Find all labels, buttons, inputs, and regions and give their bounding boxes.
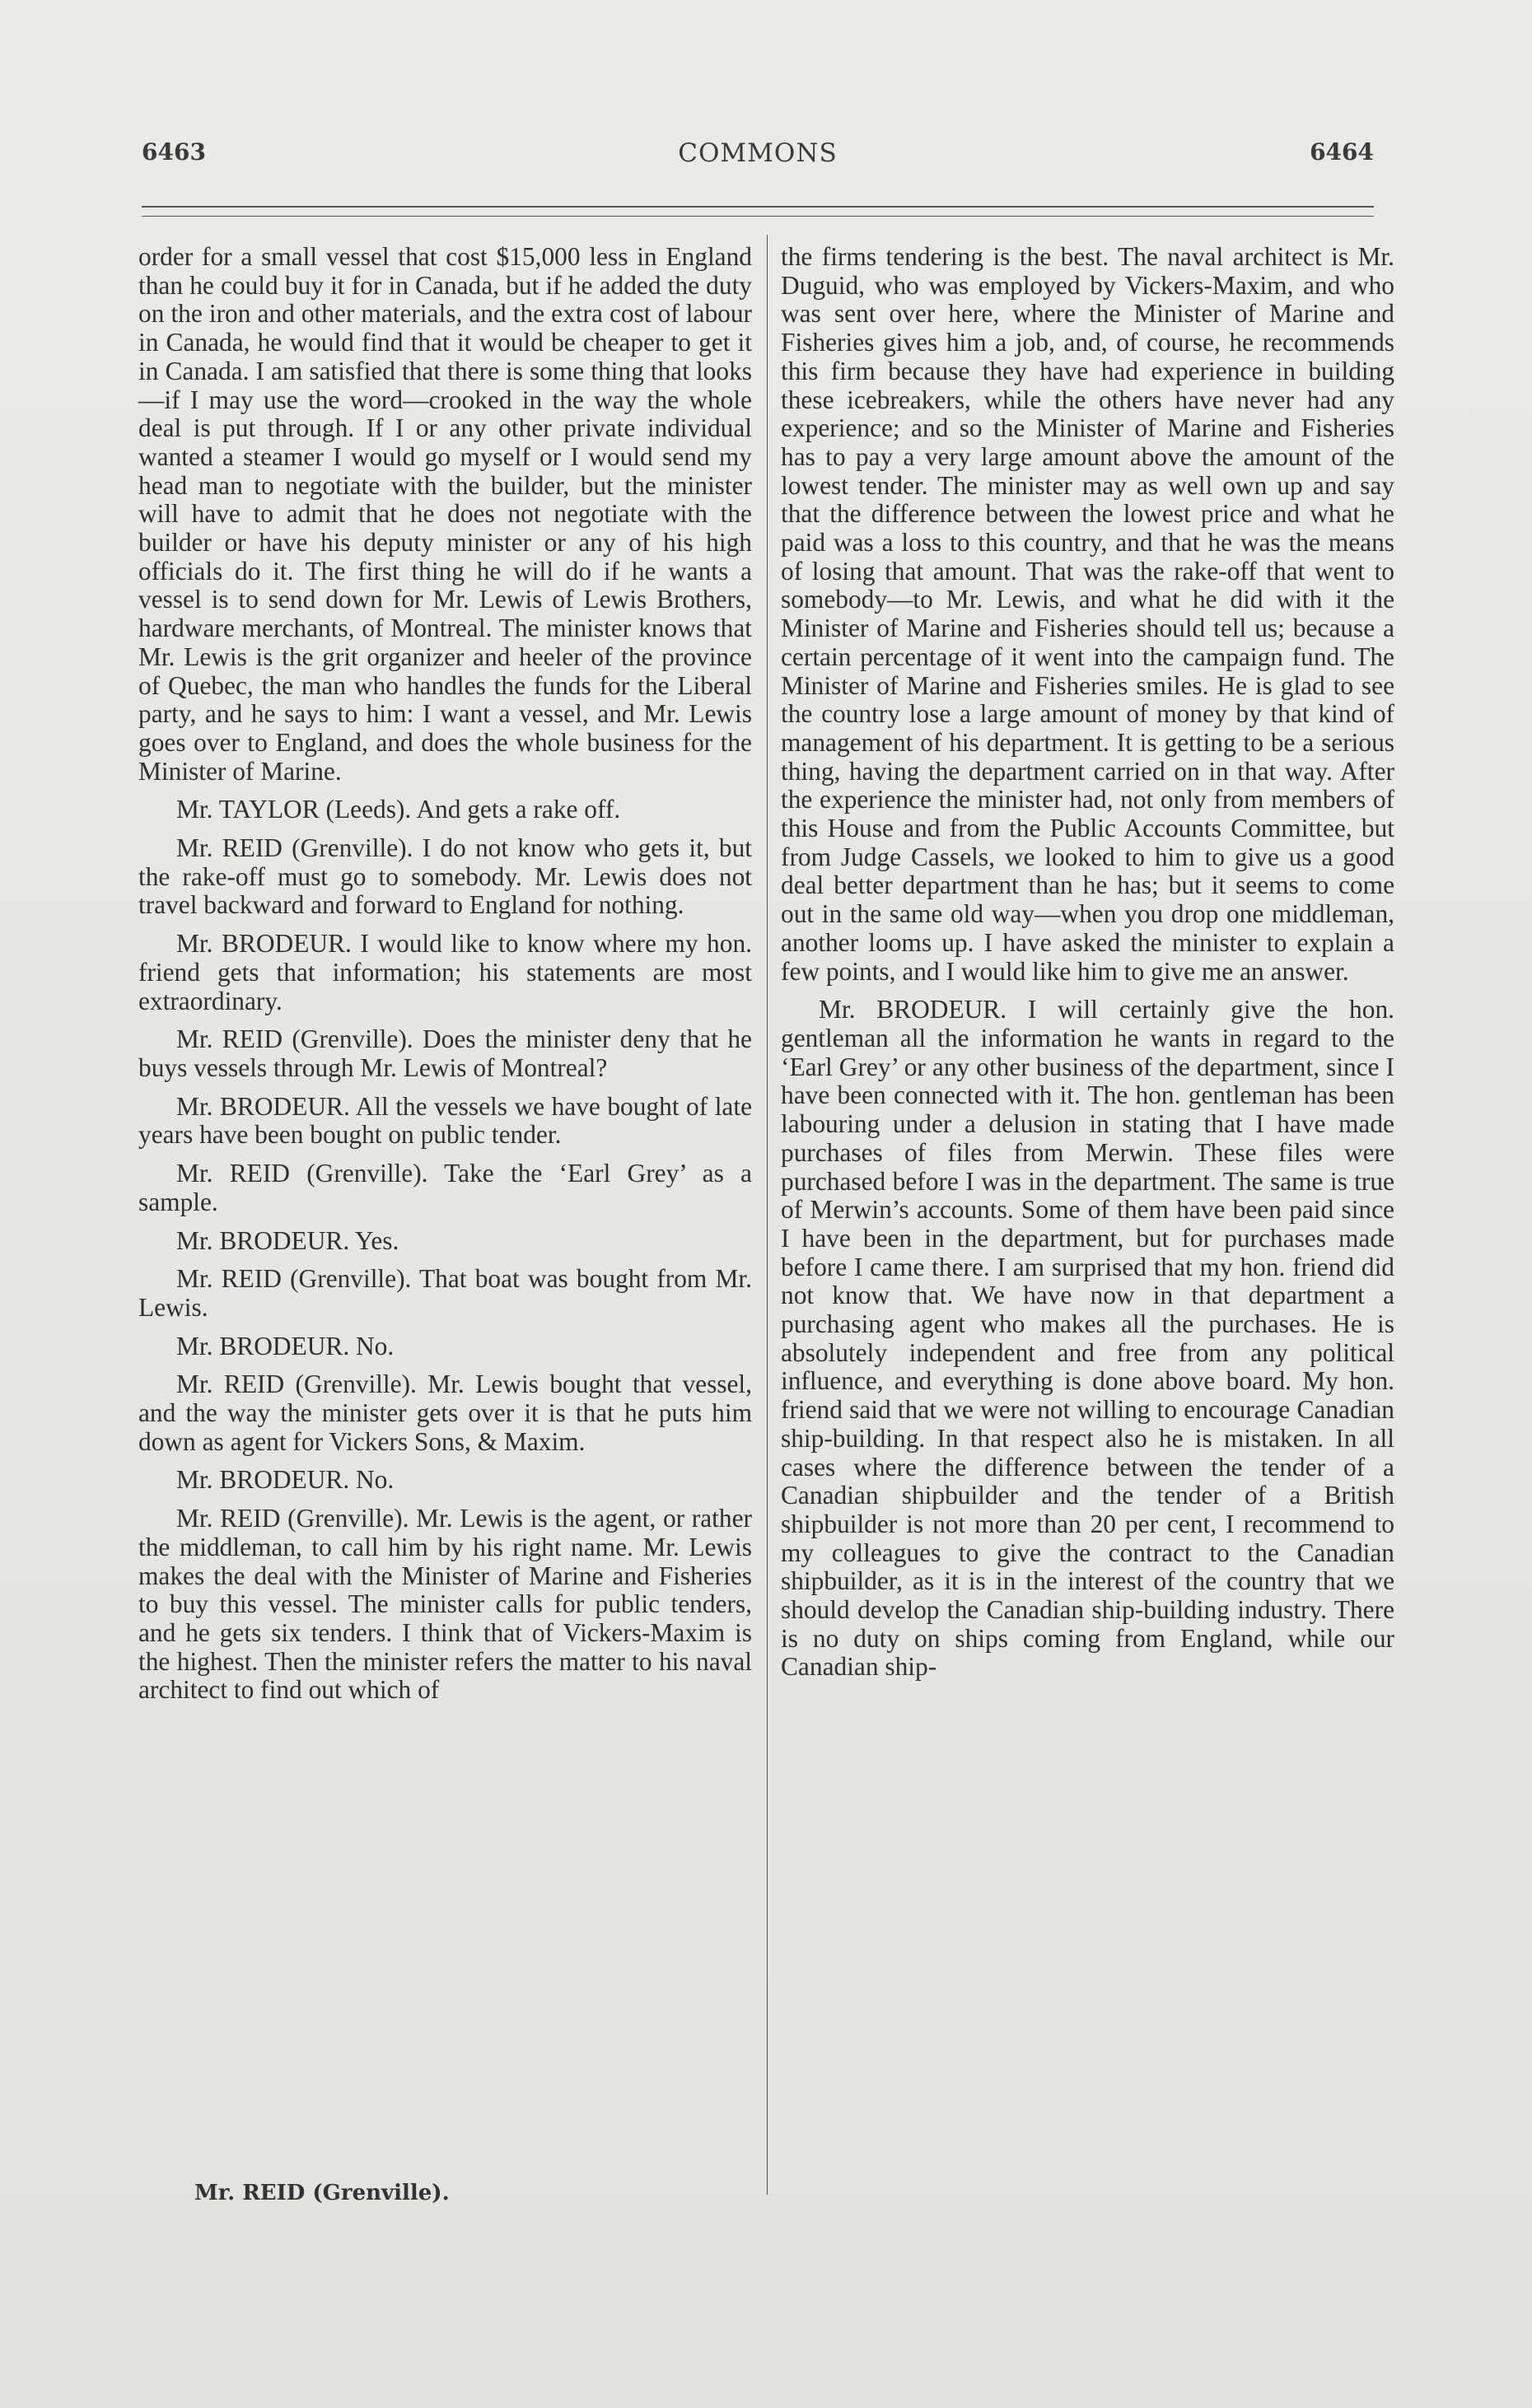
paragraph: Mr. BRODEUR. No.: [176, 1331, 395, 1360]
paragraph: Mr. BRODEUR. Yes.: [176, 1225, 399, 1255]
header-rule-thick: [142, 206, 1374, 208]
footer-speaker-catchword: Mr. REID (Grenville).: [194, 2181, 450, 2205]
paragraph: Mr. BRODEUR. No.: [176, 1465, 395, 1495]
paragraph: Mr. TAYLOR (Leeds). And gets a rake off.: [176, 795, 621, 824]
right-column: [781, 243, 1394, 1682]
paragraph: Mr. REID (Grenville). That boat was bought from Mr. Lewis.: [138, 1264, 752, 1322]
paragraph: Mr. REID (Grenville). Mr. Lewis is the agent, or rather the middleman, to call him by his right name. Mr. Lewis makes the deal with the Minister of Marine and Fisheries to buy this vessel. The minister calls for public tenders, and he gets six tenders. I think that of Vickers-Maxim is the highest. Then the minister refers the matter to his naval architect to find out which of: [138, 1504, 752, 1705]
paragraph: order for a small vessel that cost $15,000 less in England than he could buy it for in Canada, but if he added the duty on the iron and other materials, and the extra cost of labour in Canada, he would find that it would be cheaper to get it in Canada. I am satisfied that there is some thing that looks—if I may use the word—crooked in the way the whole deal is put through. If I or any other private individual wanted a steamer I would go myself or I would send my head man to negotiate with the builder, but the minister will have to admit that he does not negotiate with the builder or have his deputy minister or any of his high officials do it. The first thing he will do if he wants a vessel is to send down for Mr. Lewis of Lewis Brothers, hardware merchants, of Montreal. The minister knows that Mr. Lewis is the grit organizer and heeler of the province of Quebec, the man who handles the funds for the Liberal party, and he says to him: I want a vessel, and Mr. Lewis goes over to England, and does the whole business for the Minister of Marine.: [138, 242, 752, 786]
page-header: [142, 138, 1374, 171]
paragraph: Mr. REID (Grenville). Take the ‘Earl Grey’ as a sample.: [138, 1159, 752, 1216]
paragraph: Mr. BRODEUR. I would like to know where my hon. friend gets that information; his statements are most extraordinary.: [138, 929, 752, 1015]
page-number-left: 6463: [142, 138, 206, 166]
left-column: [138, 243, 752, 1705]
paragraph: Mr. BRODEUR. I will certainly give the hon. gentleman all the information he wants in regard to the ‘Earl Grey’ or any other business of the department, since I have been connected with it. The hon. gentleman has been labouring under a delusion in stating that I have made purchases of files from Merwin. These files were purchased before I was in the department. The same is true of Merwin’s accounts. Some of them have been paid since I have been in the department, but for purchases made before I came there. I am surprised that my hon. friend did not know that. We have now in that department a purchasing agent who makes all the purchases. He is absolutely independent and free from any political influence, and everything is done above board. My hon. friend said that we were not willing to encourage Canadian ship-building. In that respect also he is mistaken. In all cases where the difference between the tender of a Canadian shipbuilder and the tender of a British shipbuilder is not more than 20 per cent, I recommend to my colleagues to give the contract to the Canadian shipbuilder, as it is in the interest of the country that we should develop the Canadian ship-building industry. There is no duty on ships coming from England, while our Canadian ship-: [781, 995, 1394, 1682]
paragraph: the firms tendering is the best. The naval architect is Mr. Duguid, who was employed by Vickers-Maxim, and who was sent over here, where the Minister of Marine and Fisheries gives him a job, and, of course, he recommends this firm because they have had experience in building these icebreakers, while the others have never had any experience; and so the Minister of Marine and Fisheries has to pay a very large amount above the amount of the lowest tender. The minister may as well own up and say that the difference between the lowest price and what he paid was a loss to this country, and that he was the means of losing that amount. That was the rake-off that went to somebody—to Mr. Lewis, and what he did with it the Minister of Marine and Fisheries should tell us; because a certain percentage of it went into the campaign fund. The Minister of Marine and Fisheries smiles. He is glad to see the country lose a large amount of money by that kind of management of his department. It is getting to be a serious thing, having the department carried on in that way. After the experience the minister had, not only from members of this House and from the Public Accounts Committee, but from Judge Cassels, we looked to him to give us a good deal better department than he has; but it seems to come out in the same old way—when you drop one middleman, another looms up. I have asked the minister to explain a few points, and I would like him to give me an answer.: [781, 242, 1394, 986]
paragraph: Mr. REID (Grenville). Mr. Lewis bought that vessel, and the way the minister gets over it is that he puts him down as agent for Vickers Sons, & Maxim.: [138, 1370, 752, 1456]
column-divider: [767, 235, 768, 2195]
running-title: COMMONS: [678, 138, 838, 168]
header-rule-thin: [142, 216, 1374, 217]
paragraph: Mr. REID (Grenville). I do not know who gets it, but the rake-off must go to somebody. Mr. Lewis does not travel backward and forward to England for nothing.: [138, 833, 752, 920]
page-number-right: 6464: [1310, 138, 1374, 166]
paragraph: Mr. BRODEUR. All the vessels we have bought of late years have been bought on public tender.: [138, 1091, 752, 1150]
paragraph: Mr. REID (Grenville). Does the minister deny that he buys vessels through Mr. Lewis of Montreal?: [138, 1024, 752, 1082]
